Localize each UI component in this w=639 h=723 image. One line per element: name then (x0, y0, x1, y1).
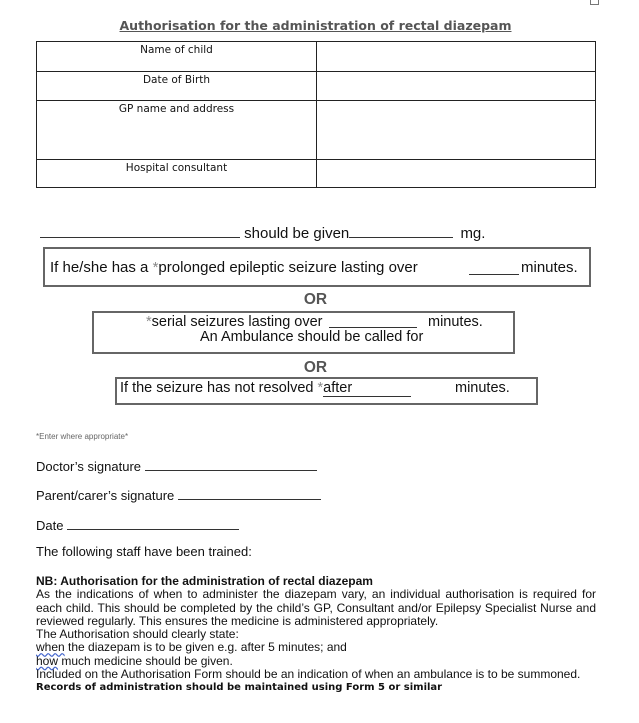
after-blank[interactable]: after (323, 380, 411, 397)
prolonged-seizure-box (43, 247, 591, 287)
prolonged-rest: prolonged epileptic seizure lasting over (158, 259, 418, 276)
field-gp-name-address[interactable] (317, 101, 596, 160)
table-row (37, 101, 596, 160)
enter-where-appropriate-note: *Enter where appropriate* (36, 432, 129, 441)
prolonged-seizure-text (50, 259, 418, 276)
staff-trained-text: The following staff have been trained: (36, 544, 252, 559)
prolonged-minutes-label: minutes. (521, 259, 578, 276)
dose-line (40, 223, 485, 242)
asterisk-marker: * (317, 380, 324, 396)
serial-minutes-label: minutes. (428, 314, 483, 330)
nb-state: The Authorisation should clearly state: (36, 627, 239, 642)
table-row (37, 72, 596, 101)
resolved-prefix: If the seizure has not resolved (120, 380, 318, 396)
when-word: when (36, 640, 65, 655)
resolved-minutes-label: minutes. (455, 380, 510, 396)
nb-section (36, 575, 596, 695)
serial-seizures-box (92, 311, 515, 354)
label-hospital-consultant: Hospital consultant (37, 160, 317, 188)
doctor-signature-row (36, 456, 317, 474)
field-date-of-birth[interactable] (317, 72, 596, 101)
nb-how-line (36, 655, 596, 668)
not-resolved-text (120, 380, 411, 397)
prolonged-minutes-blank[interactable] (469, 260, 519, 275)
child-name-blank[interactable] (40, 223, 240, 238)
when-rest: the diazepam is to be given e.g. after 5 minutes; and (64, 640, 347, 655)
field-hospital-consultant[interactable] (317, 160, 596, 188)
table-row (37, 42, 596, 72)
label-date-of-birth: Date of Birth (37, 72, 317, 101)
or-divider-2: OR (303, 359, 328, 376)
nb-paragraph: As the indications of when to administer the diazepam vary, an individual authorisation is required for each child. This should be completed by the child’s GP, Consultant and/or Epilepsy Specialist Nurse and reviewed regularly. This ensures the medicine is administered appropriately. (36, 587, 596, 628)
serial-minutes-blank[interactable] (329, 313, 417, 328)
asterisk-marker: * (146, 314, 152, 330)
nb-records: Records of administration should be maintained using Form 5 or similar (36, 682, 443, 694)
not-resolved-box (115, 377, 538, 405)
mg-unit: mg. (460, 225, 486, 242)
table-row (37, 160, 596, 188)
parent-signature-label: Parent/carer’s signature (36, 488, 175, 503)
should-be-given-text: should be given (244, 225, 350, 242)
or-divider-1: OR (303, 291, 328, 308)
corner-marker (590, 0, 599, 5)
date-row (36, 515, 239, 533)
parent-signature-blank[interactable] (178, 485, 321, 500)
date-blank[interactable] (67, 515, 239, 530)
prolonged-prefix: If he/she has a (50, 259, 153, 276)
nb-included: Included on the Authorisation Form should be an indication of when an ambulance is to be summoned. (36, 667, 581, 682)
ambulance-text: An Ambulance should be called for (200, 329, 424, 345)
how-rest: much medicine should be given. (58, 653, 233, 668)
child-info-table (36, 41, 596, 188)
dose-amount-blank[interactable] (349, 223, 453, 238)
doctor-signature-blank[interactable] (145, 456, 317, 471)
doctor-signature-label: Doctor’s signature (36, 459, 142, 474)
serial-seizures-text (146, 314, 323, 330)
label-name-of-child: Name of child (37, 42, 317, 72)
date-label: Date (36, 518, 64, 533)
field-name-of-child[interactable] (317, 42, 596, 72)
nb-heading: NB: Authorisation for the administration of rectal diazepam (36, 574, 373, 588)
page-title: Authorisation for the administration of rectal diazepam (119, 18, 512, 33)
serial-text: serial seizures lasting over (151, 314, 323, 330)
label-gp-name-address: GP name and address (37, 101, 317, 160)
parent-signature-row (36, 485, 321, 503)
nb-when-line (36, 641, 596, 654)
how-word: how (36, 653, 59, 668)
asterisk-marker: * (152, 259, 159, 276)
